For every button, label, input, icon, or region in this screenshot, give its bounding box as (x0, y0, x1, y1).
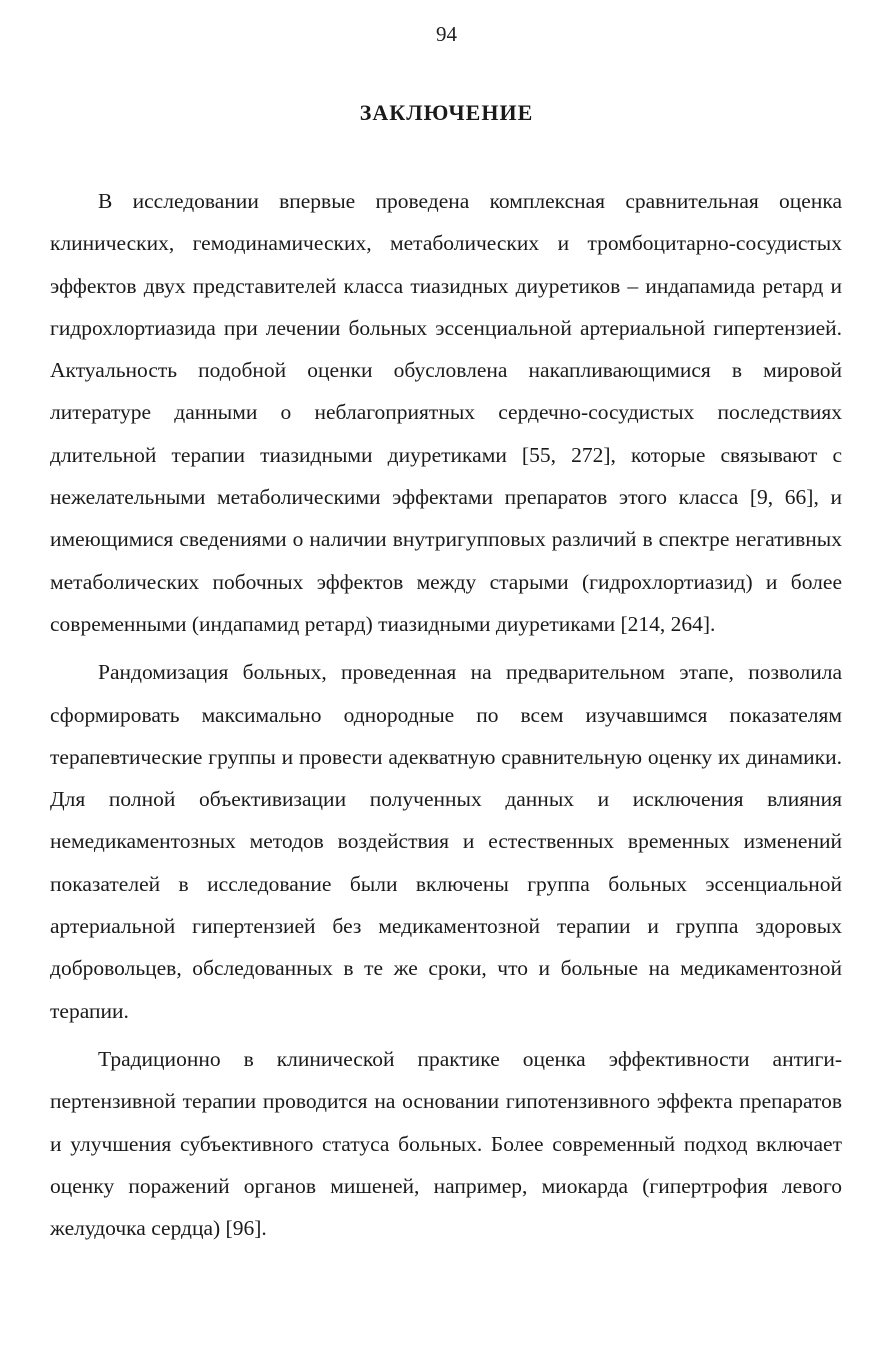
body-text (50, 180, 842, 1255)
paragraph-1: В исследовании впервые проведена комплексная сравнительная оценка клинических, гемодинамических, метаболических и тромбоцитарно-сосудистых эффектов двух представителей класса тиазидных диуретиков – индапамида ретард и гидрохлортиазида при лечении больных эссенциальной артериальной гипертензией. Актуальность подобной оценки обусловлена накапливающимися в мировой литературе данными о неблагоприятных сердечно-сосудистых последствиях длительной терапии тиазидными диуретиками [55, 272], которые связывают с нежелательными метаболическими эффектами препаратов этого класса [9, 66], и имеющимися сведениями о наличии внутригупповых различий в спектре негативных метаболических побочных эффектов между старыми (гидрохлортиазид) и более современными (индапамид ретард) тиазидными диуретиками [214, 264]. (50, 189, 842, 636)
section-heading: ЗАКЛЮЧЕНИЕ (359, 100, 534, 125)
page-number: 94 (436, 22, 457, 46)
paragraph-2: Рандомизация больных, проведенная на предварительном этапе, позволила сформировать максимально однородные по всем изучавшимся показателям терапевтические группы и провести адекватную сравнительную оценку их динамики. Для полной объективизации полученных данных и исключения влияния немедикаментозных методов воздействия и естественных временных изменений показателей в исследование были включены группа больных эссенциальной артериальной гипертензией без медикаментозной терапии и группа здоровых добровольцев, обследованных в те же сроки, что и больные на медикаментозной терапии. (50, 660, 842, 1023)
paragraph-3: Традиционно в клинической практике оценка эффективности антигипертензивной терапии проводится на основании гипотензивного эффекта препаратов и улучшения субъективного статуса больных. Более современный подход включает оценку поражений органов мишеней, например, миокарда (гипертрофия левого желудочка сердца) [96]. (50, 1046, 842, 1241)
